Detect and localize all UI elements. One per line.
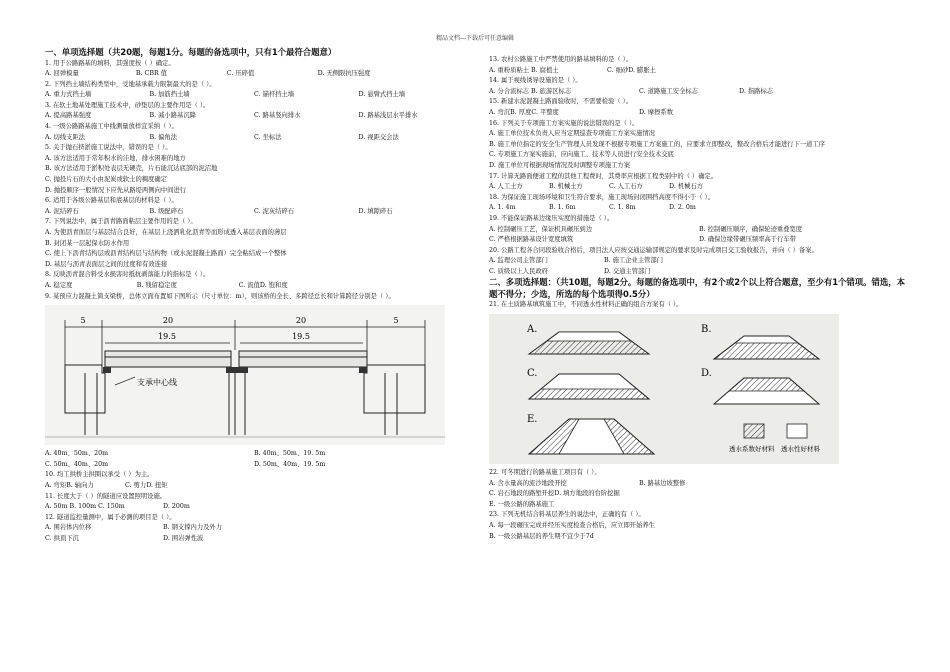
question-15-options	[489, 108, 909, 119]
option: A. 人工土方	[489, 183, 523, 191]
bridge-drawing	[45, 305, 445, 445]
question-4-options	[45, 133, 463, 144]
option: D. 机械石方	[669, 183, 704, 191]
right-column	[489, 55, 909, 542]
option: A. 施工单位技术负责人应当定期巡查专项施工方案实施情况	[489, 130, 655, 138]
question-14: 14. 属于视线诱导设施的是（ ）。	[489, 77, 582, 85]
option-b-label: B.	[701, 324, 712, 336]
option: D. 施工单位可根据现场情况及时调整专项施工方案	[489, 161, 631, 169]
option: D. 悬臂式挡土墙	[358, 91, 406, 99]
option: A. 分合流标志 B. 旅游区标志	[489, 87, 572, 95]
option: D. 无侧限抗压强度	[317, 70, 371, 78]
option: B. 一级公路基层的养生期不宜少于7d	[489, 532, 594, 540]
option: A. 弯矩B. 轴向力	[45, 481, 94, 489]
option: A. 每一段碾压完成并经压实度检查合格后，应立即开始养生	[489, 522, 655, 530]
option: A. 40m、50m、20m	[45, 450, 109, 458]
question-13: 13. 农村公路施工中严禁使用的路基填料的是（ ）。	[489, 56, 633, 63]
option: D. 摩擦系数	[639, 108, 674, 116]
option: D. 围岩弹性波	[163, 534, 204, 542]
dim-20-right: 20	[295, 316, 307, 326]
option: B. 残留稳定度	[136, 281, 177, 289]
question-18-options	[489, 203, 909, 214]
question-1-options	[45, 69, 463, 80]
question-12: 12. 隧道监控量测中，属于必测的项目是（ ）。	[45, 513, 176, 521]
option: D. 指路标志	[739, 87, 774, 95]
option: B. 控制碾压顺序，确保轮迹重叠宽度	[699, 225, 803, 233]
question-8: 8. 反映沥青混合料受水损害时抵抗剥落能力的指标是（ ）。	[45, 271, 210, 279]
option-a-label: A.	[527, 324, 538, 336]
question-17: 17. 计算无路面便道工程的其他工程费时，其费率应根据工程类别中的（ ）确定。	[489, 172, 718, 180]
question-1: 1. 用于公路路基的填料，其强度按（ ）确定。	[45, 59, 175, 67]
question-6: 6. 适用于各级公路基层和底基层的材料是（ ）。	[45, 197, 178, 205]
question-11-options	[45, 502, 463, 513]
option: A. 围岩体内位移	[45, 524, 92, 532]
option: A. 重粉质粘土 B. 腐植土	[489, 66, 559, 74]
question-20-options-row1	[489, 256, 909, 267]
question-12-options-row1	[45, 523, 463, 534]
option: A. 50m B. 100m C. 150m	[45, 503, 125, 511]
question-19: 19. 不能保证路基边缘压实度的措施是（ ）。	[489, 214, 614, 222]
section-single-choice-title: 一、单项选择题（共20题，每题1分。每题的备选项中，只有1个最符合题意）	[45, 47, 337, 57]
option: B. 机械土方	[549, 183, 583, 191]
option: C. 严格根据路基设计宽度填筑	[489, 236, 574, 244]
option: D. 交通主管部门	[604, 267, 651, 275]
question-19-options-row2	[489, 235, 909, 246]
question-8-options	[45, 281, 463, 292]
question-17-options	[489, 182, 909, 193]
question-4: 4. 一级公路路基施工中线测量放样宜采纳（ ）。	[45, 123, 178, 131]
question-6-options	[45, 207, 463, 218]
question-2: 2. 下列挡土墙结构类型中，受地基承载力限制最大的是（ ）。	[45, 80, 216, 88]
dim-5-left: 5	[80, 316, 86, 326]
option: A. 提高路基强度	[45, 112, 92, 120]
question-9-options-row2	[45, 460, 463, 471]
option: B. CBR 值	[135, 70, 167, 78]
option: A. 弯沉B. 厚度C. 平整度	[489, 108, 559, 116]
option: C. 剪力D. 扭矩	[125, 481, 168, 489]
option: C. 人工石方	[609, 183, 643, 191]
section-multiple-choice-title: 二、多项选择题：（共10题，每题2分。每题的备选项中，有2个或2个以上符合题意，至少有1个错项。错选，本题不得分；少选，所选的每个选项得0.5分）	[489, 277, 906, 299]
question-12-options-row2	[45, 534, 463, 545]
option: C. 道路施工安全标志	[639, 87, 698, 95]
embankment-figure	[489, 314, 909, 464]
option: B. 减小路基沉降	[149, 112, 196, 120]
question-14-options	[489, 87, 909, 98]
question-7: 7. 下列说法中，属于沥青路面粘层主要作用的是（ ）。	[45, 218, 197, 226]
option: B. 40m、50m、19. 5m	[254, 450, 326, 458]
question-2-options	[45, 90, 463, 101]
option-c-label: C.	[527, 368, 538, 380]
embankment-drawing	[489, 314, 839, 464]
option: A. 监理公司主管部门	[489, 257, 548, 265]
option: A. 该方法适用于常年积水的洼地，排水困难的地方	[45, 154, 186, 162]
question-15: 15. 新建水泥混凝土路面验收时，不需要检验（ ）。	[489, 98, 633, 106]
option-d-label: D.	[701, 368, 712, 380]
option: D. 200m	[163, 503, 190, 511]
question-20-options-row2	[489, 267, 909, 278]
question-21: 21. 在土质路基填筑施工中，不同透水性材料正确的组合方案有（ ）。	[489, 301, 683, 309]
option: A. 回弹模量	[45, 70, 79, 78]
option: D. 基层与沥青表面层之间的过度和有效连接	[45, 260, 168, 268]
question-3: 3. 在软土地基处理施工技术中，砂垫层的主要作用是（ ）。	[45, 101, 210, 109]
option: C. 质级以上人民政府	[489, 267, 548, 275]
question-11: 11. 长度大于（ ）的隧道应设置照明设施。	[45, 492, 167, 500]
option: C. 1. 8m	[609, 204, 636, 212]
option: C. 泥灰结碎石	[254, 207, 295, 215]
option: C. 50m、40m、20m	[45, 460, 109, 468]
option: B. 偏角法	[149, 133, 178, 141]
option: D. 确保边缘带碾压频率高于行车带	[699, 236, 796, 244]
option: C. 岩石地段的路堑开挖D. 填方地段的台阶挖掘	[489, 490, 620, 498]
option: C. 专项施工方案实施前，应向施工、技术等人员进行安全技术交底	[489, 151, 674, 159]
option: B. 封闭某一层起保水防水作用	[45, 239, 130, 247]
option: B. 钢支撑内力及外力	[163, 524, 223, 532]
option: D. 视距交会法	[358, 133, 399, 141]
question-22-options-row1	[489, 479, 909, 490]
question-23: 23. 下列无机结合料基层养生的说法中，正确的有（ ）。	[489, 511, 645, 519]
question-19-options-row1	[489, 225, 909, 236]
option: C. 锚杆挡土墙	[254, 91, 295, 99]
option: B. 施工单位指定的安全生产管理人员发现不根据专项施工方案施工的，应要求立即整改，整改合格后才能进行下一道工序	[489, 140, 826, 148]
option: C. 抛投片石的大小由泥炭或软土的稠度确定	[45, 176, 167, 184]
option: D. 2. 0m	[669, 204, 696, 212]
left-column	[45, 47, 463, 545]
question-10: 10. 均工拱桥主拱圈以承受（ ）为主。	[45, 471, 154, 479]
question-9-options-row1	[45, 449, 463, 460]
question-16: 16. 下列关于专项施工方案实施的说法错误的是（ ）。	[489, 119, 639, 127]
option: B. 施工企业主管部门	[604, 257, 664, 265]
option: A. 泥结碎石	[45, 207, 79, 215]
option: D. 50m、40m、19. 5m	[254, 460, 326, 468]
option: E. 一级公路的路基施工	[489, 500, 555, 508]
dim-19-5-right: 19.5	[292, 332, 310, 342]
question-10-options	[45, 481, 463, 492]
question-5: 5. 关于抛石挤淤施工说法中，错误的是（ ）。	[45, 144, 172, 152]
dim-20-left: 20	[162, 316, 174, 326]
page-header: 精品文档---下载后可任意编辑	[435, 35, 515, 42]
option-e-label: E.	[527, 414, 538, 426]
question-22: 22. 可冬期进行的路基施工项目有（ ）。	[489, 469, 601, 477]
option: A. 1. 4m	[489, 204, 516, 212]
option: B. 路基边坡整修	[639, 479, 686, 487]
question-18: 18. 为保证施工现场环境和卫生符合要求，施工现场封闭围挡高度不得小于（ ）。	[489, 193, 714, 201]
question-3-options	[45, 111, 463, 122]
option: D. 填隙碎石	[358, 207, 393, 215]
option: A. 含水量高的流沙地段开挖	[489, 479, 567, 487]
option: A. 控制碾压工艺，保证机具碾压到边	[489, 225, 593, 233]
option: B. 加筋挡土墙	[149, 91, 190, 99]
option: D. 路基浅层水平排水	[358, 112, 418, 120]
support-centerline-label: 支承中心线	[137, 378, 177, 388]
dim-5-right: 5	[393, 316, 399, 326]
option: B. 该方法适用于淤积处表层无硬壳，片石能沉达底部的泥沼地	[45, 165, 218, 173]
question-9: 9. 某预应力混凝土简支梁桥，总体立面布置如下图所示（尺寸单位：m），则该桥的全长、多跨径总长和计算跨径分别是（ ）。	[45, 292, 395, 300]
option: A. 切线支距法	[45, 133, 86, 141]
option: C. 拱顶下沉	[45, 534, 79, 542]
legend-high-permeability: 透水性好材料	[781, 445, 820, 454]
option: C. 压碎值	[226, 70, 255, 78]
option: C. 坐标法	[254, 133, 282, 141]
dim-19-5-left: 19.5	[158, 332, 176, 342]
bridge-elevation-figure	[45, 305, 463, 445]
question-20: 20. 公路工程各合同段验收合格后，项目法人应按交通运输部规定的要求及时完成项目交工验收报告，并向（ ）备案。	[489, 246, 818, 254]
option: B. 级配碎石	[149, 207, 184, 215]
option: C. 流值D. 饱和度	[238, 281, 288, 289]
option: C. 使上下沥青结构层或沥青结构层与结构物（或水泥混凝土路面）完全粘结成一个整体	[45, 250, 287, 258]
legend-low-permeability: 透水系数好材料	[729, 445, 775, 454]
option: C. 路基竖向排水	[254, 112, 301, 120]
option: A. 为使沥青面层与基层结合良好，在基层上浇洒乳化沥青等而形成透入基层表面的薄层	[45, 229, 287, 236]
option: B. 1. 6m	[549, 204, 576, 212]
option: D. 抛投顺序一般情况下应先从路堤两侧向中间进行	[45, 186, 187, 194]
option: A. 重力式挡土墙	[45, 91, 92, 99]
option: A. 稳定度	[45, 281, 73, 289]
option: C. 细砂D. 膨胀土	[607, 66, 656, 74]
question-13-options	[489, 66, 909, 77]
